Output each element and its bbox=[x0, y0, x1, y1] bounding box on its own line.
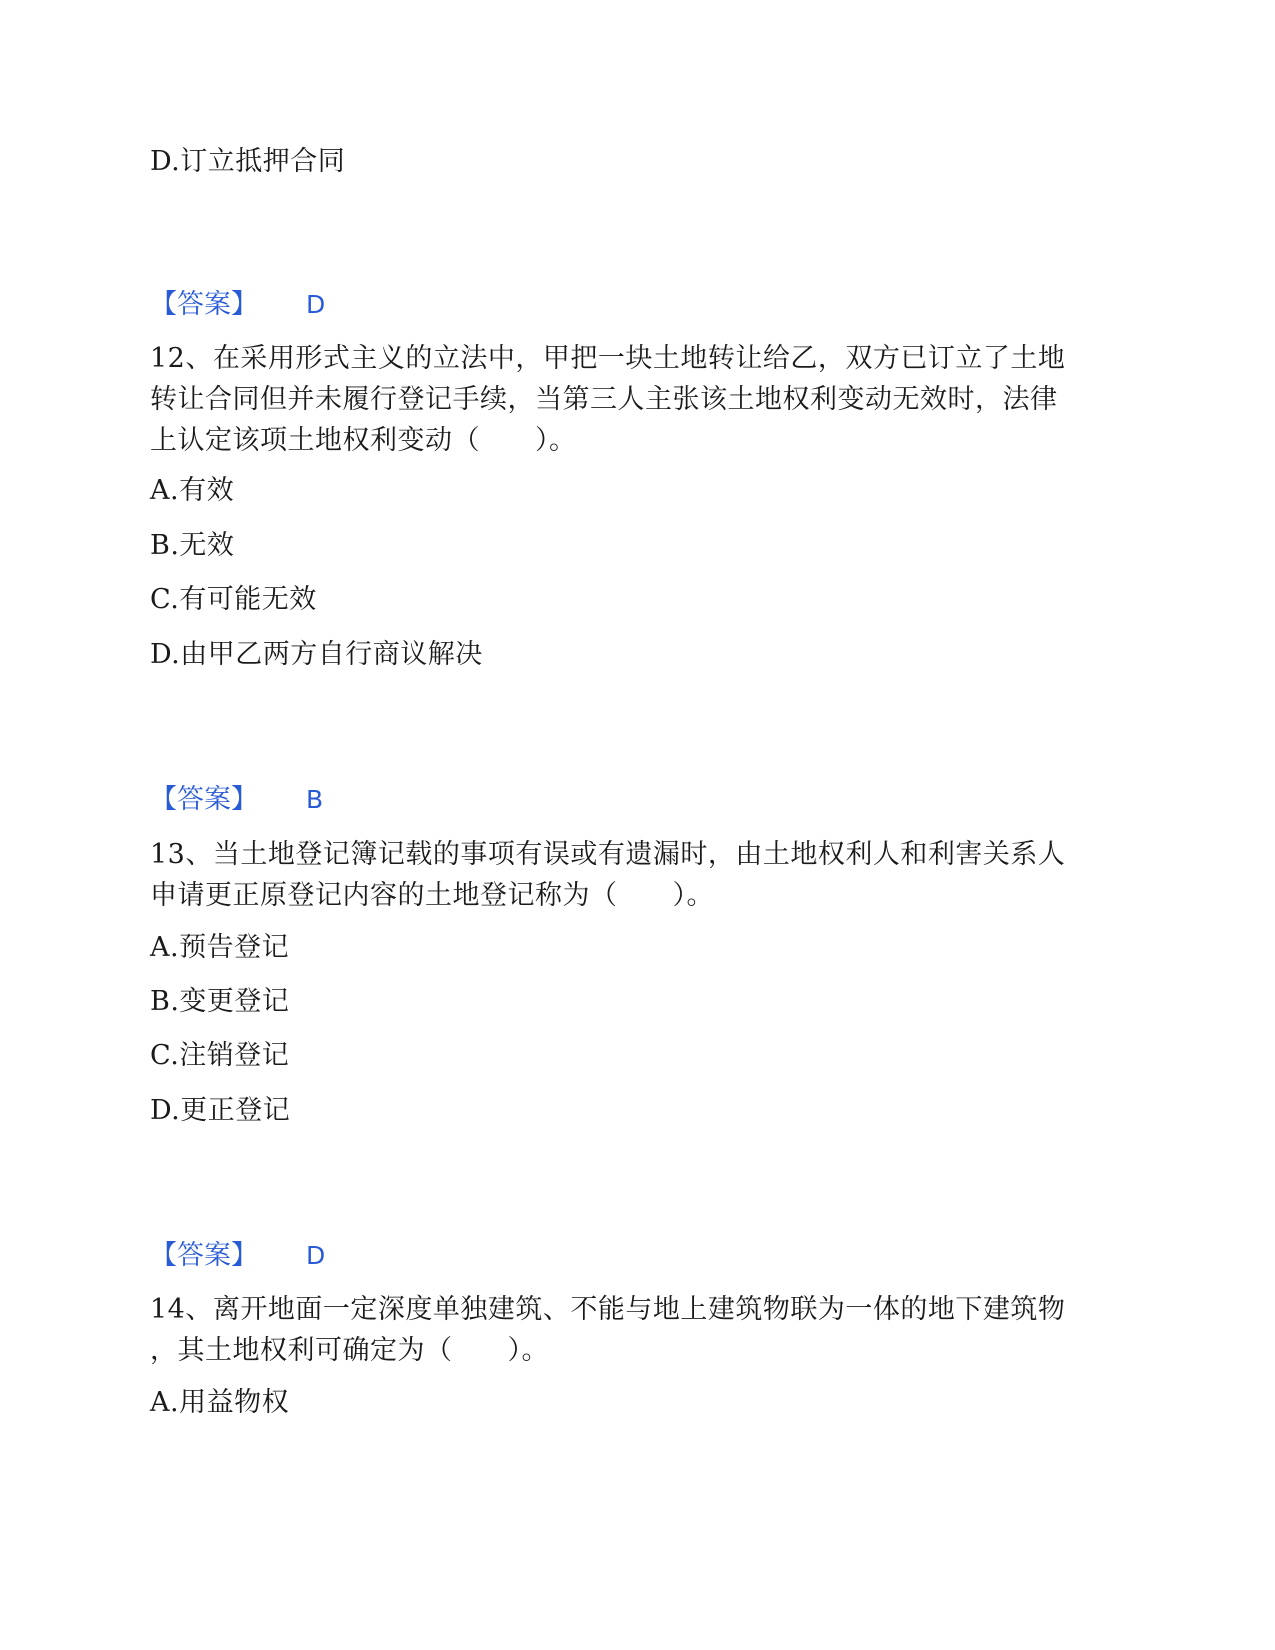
q13-option-d: D.更正登记 bbox=[150, 1095, 291, 1126]
answer-row-12 bbox=[150, 780, 323, 820]
q12-option-c: C.有可能无效 bbox=[150, 584, 317, 615]
answer-label: 【答案】 bbox=[150, 1240, 258, 1271]
q14-option-a: A.用益物权 bbox=[150, 1387, 290, 1418]
answer-label: 【答案】 bbox=[150, 289, 258, 320]
q13-option-a: A.预告登记 bbox=[150, 932, 290, 963]
question-14-text bbox=[150, 1289, 1110, 1371]
question-line: 转让合同但并未履行登记手续，当第三人主张该土地权利变动无效时，法律 bbox=[150, 384, 1058, 415]
question-line: 申请更正原登记内容的土地登记称为（ ）。 bbox=[150, 880, 714, 911]
question-line: ，其土地权利可确定为（ ）。 bbox=[150, 1335, 549, 1366]
q12-option-a: A.有效 bbox=[150, 475, 235, 506]
q13-option-c: C.注销登记 bbox=[150, 1040, 290, 1071]
answer-value: D bbox=[306, 1241, 326, 1270]
question-line: 13、当土地登记簿记载的事项有误或有遗漏时，由土地权利人和利害关系人 bbox=[150, 839, 1066, 870]
answer-row-11 bbox=[150, 285, 325, 325]
answer-row-13 bbox=[150, 1236, 325, 1276]
question-line: 12、在采用形式主义的立法中，甲把一块土地转让给乙，双方已订立了土地 bbox=[150, 343, 1066, 374]
q13-option-b: B.变更登记 bbox=[150, 986, 290, 1017]
question-13-text bbox=[150, 834, 1110, 916]
answer-value: D bbox=[306, 290, 326, 319]
answer-label: 【答案】 bbox=[150, 784, 258, 815]
question-line: 14、离开地面一定深度单独建筑、不能与地上建筑物联为一体的地下建筑物 bbox=[150, 1294, 1066, 1325]
q12-option-d: D.由甲乙两方自行商议解决 bbox=[150, 639, 483, 670]
option-d-prev: D.订立抵押合同 bbox=[150, 146, 346, 177]
question-line: 上认定该项土地权利变动（ ）。 bbox=[150, 425, 577, 456]
answer-value: B bbox=[306, 785, 324, 814]
q12-option-b: B.无效 bbox=[150, 530, 235, 561]
question-12-text bbox=[150, 338, 1110, 461]
